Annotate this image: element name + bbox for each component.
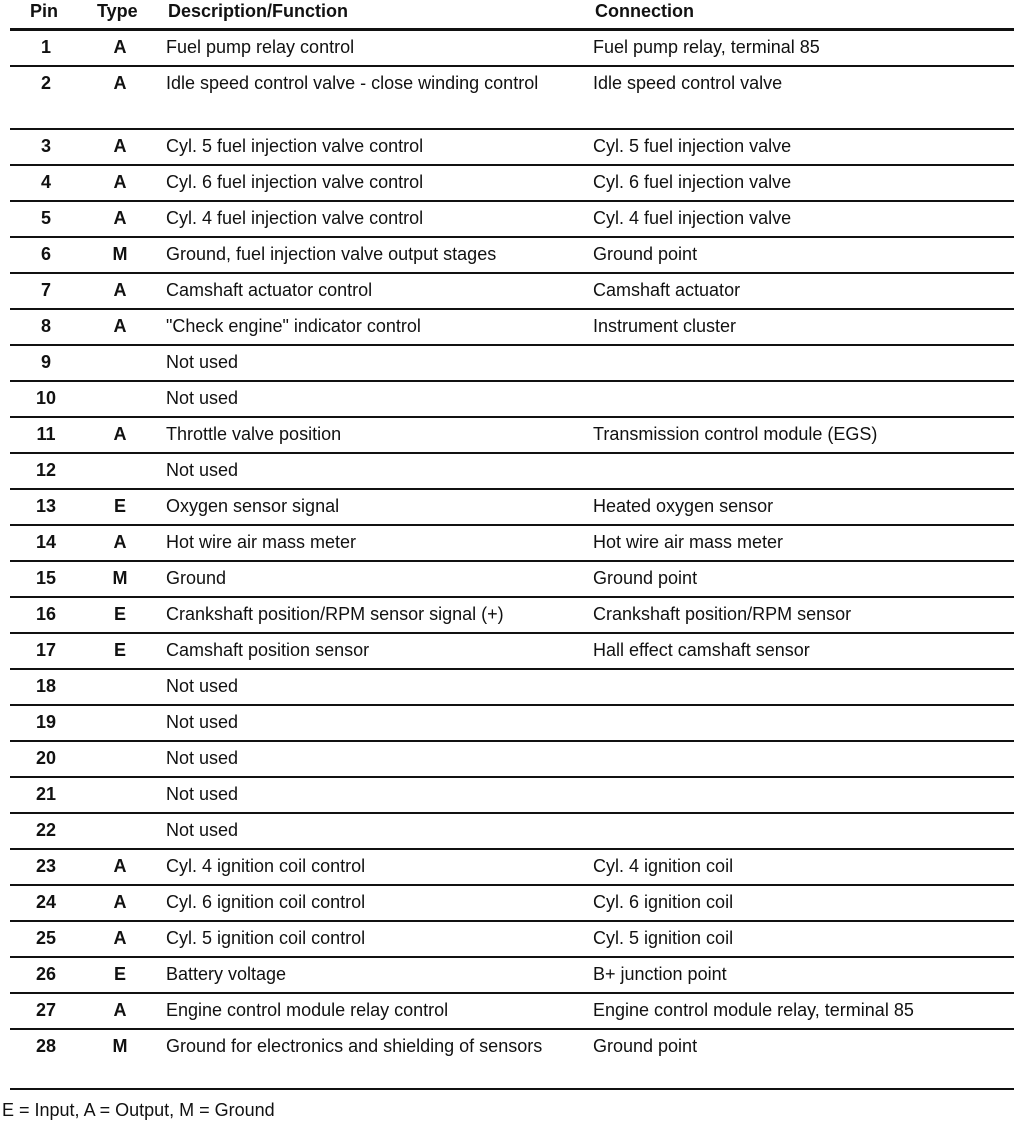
table-row [0, 67, 1024, 130]
pin-description: Cyl. 4 ignition coil control [166, 856, 366, 876]
pin-description: Not used [166, 748, 239, 768]
pin-type: M [112, 568, 128, 588]
pin-connection: Camshaft actuator [593, 280, 741, 300]
pin-type: A [113, 208, 127, 228]
pin-type: A [113, 172, 127, 192]
pin-description: Camshaft position sensor [166, 640, 370, 660]
pin-number: 2 [40, 73, 51, 93]
table-row [0, 1030, 1024, 1090]
pin-number: 9 [40, 352, 51, 372]
table-row [0, 346, 1024, 382]
table-row [0, 994, 1024, 1030]
pin-number: 23 [35, 856, 57, 876]
table-row [0, 238, 1024, 274]
pin-description: Engine control module relay control [166, 1000, 449, 1020]
pin-type: A [113, 928, 127, 948]
pin-description: Cyl. 5 fuel injection valve control [166, 136, 424, 156]
pin-number: 24 [35, 892, 57, 912]
pin-number: 26 [35, 964, 57, 984]
pin-type: A [113, 37, 127, 57]
pin-connection: Cyl. 6 ignition coil [593, 892, 734, 912]
table-row [0, 742, 1024, 778]
pin-description: Not used [166, 352, 239, 372]
pin-number: 3 [40, 136, 51, 156]
header-type: Type [97, 1, 138, 21]
pin-description: Battery voltage [166, 964, 287, 984]
header-pin: Pin [30, 1, 59, 21]
table-row [0, 418, 1024, 454]
pin-connection: Hall effect camshaft sensor [593, 640, 810, 660]
pin-type: E [113, 640, 126, 660]
pin-connection: Fuel pump relay, terminal 85 [593, 37, 820, 57]
pin-number: 11 [36, 424, 56, 444]
pin-description: Not used [166, 460, 239, 480]
pin-description: Cyl. 6 ignition coil control [166, 892, 366, 912]
table-row [0, 274, 1024, 310]
pin-connection: Hot wire air mass meter [593, 532, 784, 552]
table-row [0, 310, 1024, 346]
header-description: Description/Function [168, 1, 348, 21]
pin-type: A [113, 136, 127, 156]
pin-connection: Ground point [593, 1036, 698, 1056]
pin-connection: Transmission control module (EGS) [593, 424, 878, 444]
pin-description: Cyl. 5 ignition coil control [166, 928, 366, 948]
table-row [0, 922, 1024, 958]
pin-connection: Instrument cluster [593, 316, 737, 336]
table-row [0, 778, 1024, 814]
pin-connection: Engine control module relay, terminal 85 [593, 1000, 914, 1020]
pin-description: Oxygen sensor signal [166, 496, 340, 516]
pin-description: Ground, fuel injection valve output stages [166, 244, 497, 264]
pin-description: Idle speed control valve - close winding control [166, 73, 539, 93]
pin-number: 5 [40, 208, 51, 228]
pin-number: 4 [40, 172, 51, 192]
pin-connection: Idle speed control valve [593, 73, 783, 93]
pin-number: 7 [40, 280, 51, 300]
pin-connection: Ground point [593, 244, 698, 264]
pin-number: 13 [35, 496, 57, 516]
pin-type: A [113, 1000, 127, 1020]
pin-description: Throttle valve position [166, 424, 342, 444]
table-row [0, 31, 1024, 67]
pin-type: E [113, 964, 126, 984]
pin-type: A [113, 532, 127, 552]
pin-number: 10 [35, 388, 57, 408]
pin-description: Camshaft actuator control [166, 280, 373, 300]
pin-description: Not used [166, 820, 239, 840]
pin-description: Ground for electronics and shielding of sensors [166, 1036, 543, 1056]
table-row [0, 670, 1024, 706]
type-legend: E = Input, A = Output, M = Ground [2, 1100, 275, 1120]
pin-number: 22 [35, 820, 57, 840]
pin-type: A [113, 856, 127, 876]
pin-number: 21 [35, 784, 57, 804]
table-row [0, 526, 1024, 562]
pin-type: A [113, 892, 127, 912]
pin-number: 15 [35, 568, 57, 588]
pin-type: A [113, 424, 127, 444]
pin-description: "Check engine" indicator control [166, 316, 421, 336]
table-row [0, 130, 1024, 166]
pin-connection: Cyl. 5 ignition coil [593, 928, 734, 948]
table-row [0, 382, 1024, 418]
pin-connection: B+ junction point [593, 964, 727, 984]
pin-description: Crankshaft position/RPM sensor signal (+) [166, 604, 504, 624]
pin-type: A [113, 73, 127, 93]
table-row [0, 958, 1024, 994]
pin-connection: Crankshaft position/RPM sensor [593, 604, 852, 624]
pin-number: 16 [35, 604, 57, 624]
table-row [0, 598, 1024, 634]
pin-description: Not used [166, 712, 239, 732]
header-connection: Connection [595, 1, 694, 21]
table-row [0, 634, 1024, 670]
pin-description: Hot wire air mass meter [166, 532, 357, 552]
pin-number: 14 [35, 532, 57, 552]
pin-type: A [113, 280, 127, 300]
table-row [0, 454, 1024, 490]
table-row [0, 814, 1024, 850]
pin-type: M [112, 244, 128, 264]
pin-number: 28 [35, 1036, 57, 1056]
pin-description: Cyl. 6 fuel injection valve control [166, 172, 424, 192]
table-row [0, 202, 1024, 238]
pin-connection: Heated oxygen sensor [593, 496, 774, 516]
pin-description: Ground [166, 568, 227, 588]
table-row [0, 562, 1024, 598]
table-row [0, 886, 1024, 922]
pin-connection: Ground point [593, 568, 698, 588]
pin-number: 25 [35, 928, 57, 948]
table-row [0, 706, 1024, 742]
table-row [0, 166, 1024, 202]
pin-number: 6 [40, 244, 51, 264]
pin-type: M [112, 1036, 128, 1056]
pin-description: Fuel pump relay control [166, 37, 355, 57]
pin-type: A [113, 316, 127, 336]
pin-type: E [113, 496, 126, 516]
pin-connection: Cyl. 4 fuel injection valve [593, 208, 792, 228]
pin-number: 27 [35, 1000, 57, 1020]
pin-number: 17 [35, 640, 57, 660]
pin-connection: Cyl. 5 fuel injection valve [593, 136, 792, 156]
pin-connection: Cyl. 4 ignition coil [593, 856, 734, 876]
pin-description: Not used [166, 784, 239, 804]
pin-number: 18 [35, 676, 57, 696]
pin-description: Not used [166, 388, 239, 408]
pin-type: E [113, 604, 126, 624]
pin-description: Not used [166, 676, 239, 696]
table-row [0, 490, 1024, 526]
pin-number: 20 [35, 748, 57, 768]
pin-number: 8 [40, 316, 51, 336]
table-row [0, 850, 1024, 886]
pin-number: 1 [40, 37, 51, 57]
pin-number: 12 [35, 460, 57, 480]
pin-description: Cyl. 4 fuel injection valve control [166, 208, 424, 228]
pin-connection: Cyl. 6 fuel injection valve [593, 172, 792, 192]
pin-number: 19 [35, 712, 57, 732]
row-divider [10, 1088, 1014, 1090]
